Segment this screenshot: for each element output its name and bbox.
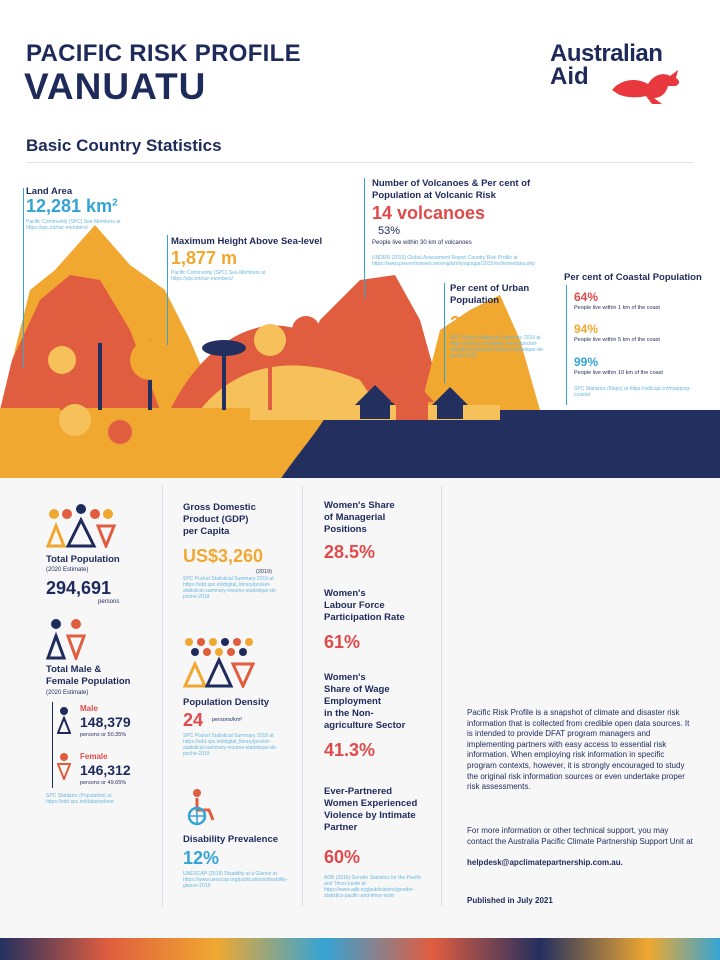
women-labour-label-line2: Labour Force [324,600,385,611]
volcano-value: 14 volcanoes [372,203,486,223]
urban-value: 24% [450,313,487,333]
coastal-item-2 [574,322,660,344]
tree-crown [82,307,118,343]
hut [396,402,428,420]
coastal-source: SPC Statistics (Maps) at https://sdd.spc.int/mapping-coastal [574,386,691,398]
women-violence-label-line2: Women Experienced [324,798,418,809]
column-divider-2 [302,486,303,906]
volcano-connector [364,178,365,298]
women-labour-label-line3: Participation Rate [324,612,405,623]
male-label: Male [80,704,98,713]
total-population-label: Total Population [46,554,120,565]
total-population-value: 294,691 [46,578,112,598]
volcano-source: UNDRR (2015) Global Assessment Report Country Risk Profile at https://www.preventionweb.net/english/hyogo/gar/2015/en/home/data.php [372,255,535,267]
female-note: persons or 49.65% [80,780,127,786]
volcano-label-line1: Number of Volcanoes & Per cent of [372,178,531,189]
land-area-label: Land Area [26,186,73,197]
male-value: 148,379 [80,714,131,730]
urban-connector [444,283,445,383]
female-label: Female [80,752,108,761]
coastal-item-1 [574,290,660,312]
women-source: ADB (2016) Gender Statistics for the Pacific and Timor-Leste at https://www.adb.org/publications/gender-statistics-pacific-and-timor-leste [324,875,422,899]
gdp-label-line1: Gross Domestic [183,502,256,513]
hut [437,405,463,419]
gdp-label-line2: Product (GDP) [183,514,249,525]
women-wage-value: 41.3% [324,740,376,760]
tree-crown [292,316,320,344]
women-labour-label-line1: Women's [324,588,366,599]
women-violence-value: 60% [324,847,361,867]
male-female-note: (2020 Estimate) [46,690,89,696]
tree-trunk [60,370,65,410]
column-divider-1 [162,486,163,906]
male-female-label-line1: Total Male & [46,664,102,675]
density-value: 24 [183,710,204,730]
women-managerial-label-line3: Positions [324,524,367,535]
women-labour-value: 61% [324,632,361,652]
tree-crown [254,324,286,356]
land-area-connector [23,188,24,368]
women-violence-label-line1: Ever-Partnered [324,786,393,797]
women-violence-label-line4: Partner [324,822,358,833]
tree-crown [48,346,76,374]
coastal-value-2: 94% [574,322,599,336]
section-underline [26,162,694,163]
palm-crown [202,340,246,356]
total-population-note: (2020 Estimate) [46,567,89,573]
women-violence-label-line3: Violence by Intimate [324,810,416,821]
coastal-connector [566,285,567,405]
max-height-connector [167,235,168,345]
women-managerial-label-line1: Women's Share [324,500,395,511]
hut [360,405,390,419]
female-icon [57,752,71,780]
kangaroo-icon [608,64,688,104]
gdp-value: US$3,260 [183,546,264,566]
female-value: 146,312 [80,762,131,778]
volcano-pct: 53% [378,225,401,237]
wheelchair-icon [183,788,219,826]
coastal-desc-2: People live within 5 km of the coast [574,337,660,343]
urban-label-line2: Population [450,295,500,306]
about-paragraph-1: Pacific Risk Profile is a snapshot of climate and disaster risk information that is collected from credible open data sources. It is intended to provide DFAT program managers and implementing partners with easy access to essential risk information. When employing risk information in specific program contexts, however, it is strongly encouraged to study the original risk information sources or even undertake proper risk assessments. [467,708,690,792]
population-people-icon [46,504,116,548]
bottom-decorative-band [0,938,720,960]
tree-crown [59,404,91,436]
volcano-desc: People live within 30 km of volcanoes [372,240,472,246]
tree-crown [130,340,170,380]
gdp-label-line3: per Capita [183,526,230,537]
coastal-value-1: 64% [574,290,599,304]
max-height-source: Pacific Community (SPC) Sea Members at https://spc.int/our-members/ [171,270,266,282]
density-people-icon [183,636,255,688]
women-wage-label-line5: agriculture Sector [324,720,406,731]
coastal-value-3: 99% [574,355,599,369]
tree-crown [108,420,132,444]
column-divider-3 [441,486,442,906]
volcano-label-line2: Population at Volcanic Risk [372,190,496,201]
published-date: Published in July 2021 [467,896,553,905]
disability-value: 12% [183,848,220,868]
coastal-desc-1: People live within 1 km of the coast [574,305,660,311]
women-wage-label-line3: Employment [324,696,382,707]
section-title: Basic Country Statistics [26,136,222,155]
urban-label-line1: Per cent of Urban [450,283,530,294]
women-managerial-label-line2: of Managerial [324,512,386,523]
male-icon [57,706,71,734]
women-wage-label-line4: in the Non- [324,708,374,719]
max-height-label: Maximum Height Above Sea-level [171,236,323,247]
gdp-year: (2019) [256,569,272,575]
land-area-value-wrap [26,196,118,217]
male-female-connector [52,702,53,788]
population-source: SPC Statistics (Population) at https://sdd.spc.int/dataexplorer [46,793,115,805]
header-title-line1: PACIFIC RISK PROFILE [26,40,301,67]
land-area-value: 12,281 km [26,196,113,216]
coastal-label: Per cent of Coastal Population [564,272,702,283]
coastal-item-3 [574,355,663,377]
density-unit: persons/km² [212,717,243,723]
about-paragraph-2: For more information or other technical support, you may contact the Australia Pacific Climate Partnership Support Unit at [467,826,693,846]
disability-label: Disability Prevalence [183,834,279,845]
logo-line1: Australian [550,40,663,67]
coastal-desc-3: People live within 10 km of the coast [574,370,663,376]
australian-aid-logo [550,40,700,104]
density-label: Population Density [183,697,270,708]
tree-crown [154,424,186,456]
women-managerial-value: 28.5% [324,542,376,562]
tree-trunk [222,350,226,410]
support-email-link[interactable]: helpdesk@apclimatepartnership.com.au. [467,858,623,867]
urban-source: SPC Pocket Statistical Summary 2019 at https://sdd.spc.int/digital_library/pocket-statistical-summary-resume-statistique-de-poche-2019 [450,335,545,359]
gdp-source: SPC Pocket Statistical Summary 2019 at https://sdd.spc.int/digital_library/pocket-statistical-summary-resume-statistique-de-poche-2019 [183,576,278,600]
logo-line2: Aid [550,63,589,90]
header-title-line2: VANUATU [24,66,207,107]
women-wage-label-line2: Share of Wage [324,684,390,695]
male-female-label-line2: Female Population [46,676,131,687]
max-height-value: 1,877 m [171,248,238,268]
density-source: SPC Pocket Statistical Summary 2019 at https://sdd.spc.int/digital_library/pocket-statistical-summary-resume-statistique-de-poche-2019 [183,733,278,757]
land-area-sup: 2 [112,197,118,209]
disability-source: UNESCAP (2019) Disability at a Glance at https://www.unescap.org/publications/disability-glance-2019 [183,871,288,889]
male-female-icon [46,618,86,660]
total-population-unit: persons [98,599,120,605]
male-note: persons or 50.35% [80,732,127,738]
land-area-source: Pacific Community (SPC) Sea Members at https://spc.int/our-members/ [26,219,121,231]
women-wage-label-line1: Women's [324,672,366,683]
